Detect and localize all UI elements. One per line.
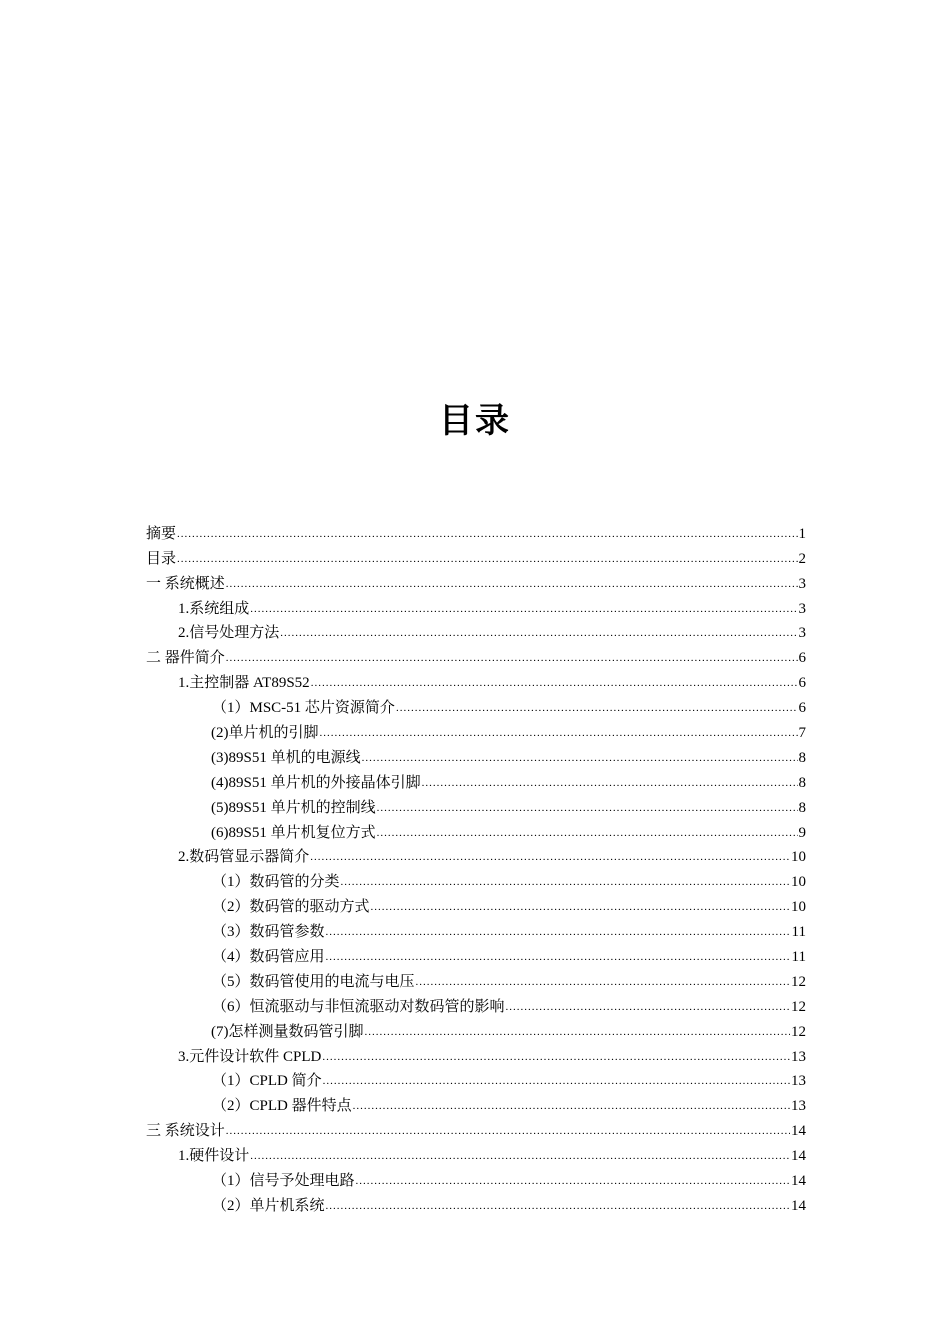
toc-dot-leader — [322, 1050, 790, 1064]
toc-dot-leader — [365, 1025, 791, 1039]
toc-entry[interactable] — [146, 618, 806, 643]
toc-entry[interactable] — [146, 742, 806, 767]
toc-page-number: 13 — [791, 1048, 806, 1065]
toc-entry-title: (6)89S51 单片机复位方式 — [211, 824, 376, 841]
toc-entry[interactable] — [146, 642, 806, 667]
toc-page-number: 6 — [798, 650, 806, 667]
page-title: 目录 — [439, 401, 511, 441]
toc-dot-leader — [226, 651, 798, 665]
toc-entry[interactable] — [146, 1165, 806, 1190]
toc-entry-title: （1）信号予处理电路 — [212, 1173, 355, 1190]
toc-entry[interactable] — [146, 1140, 806, 1165]
toc-page-number: 12 — [791, 1023, 806, 1040]
toc-dot-leader — [416, 975, 790, 989]
toc-dot-leader — [323, 1074, 790, 1088]
toc-entry[interactable] — [146, 1041, 806, 1066]
toc-entry[interactable] — [146, 817, 806, 842]
toc-entry[interactable] — [146, 916, 806, 941]
toc-entry-title: 1.主控制器 AT89S52 — [178, 675, 310, 692]
toc-entry[interactable] — [146, 842, 806, 867]
toc-dot-leader — [377, 826, 798, 840]
toc-page-number: 8 — [798, 749, 806, 766]
toc-dot-leader — [226, 577, 798, 591]
toc-page-number: 8 — [798, 799, 806, 816]
toc-dot-leader — [177, 552, 797, 566]
toc-entry-title: 一 系统概述 — [146, 575, 225, 592]
toc-entry-title: (2)单片机的引脚 — [211, 725, 319, 742]
toc-entry-title: （2）单片机系统 — [212, 1197, 325, 1214]
toc-dot-leader — [250, 602, 797, 616]
toc-entry-title: （1）数码管的分类 — [212, 874, 340, 891]
toc-entry[interactable] — [146, 1016, 806, 1041]
toc-page-number: 3 — [798, 575, 806, 592]
toc-dot-leader — [311, 676, 798, 690]
toc-dot-leader — [310, 850, 790, 864]
toc-entry[interactable] — [146, 966, 806, 991]
toc-page-number: 3 — [798, 600, 806, 617]
toc-entry[interactable] — [146, 1115, 806, 1140]
toc-entry-title: （3）数码管参数 — [212, 924, 325, 941]
toc-entry-title: （2）数码管的驱动方式 — [212, 899, 370, 916]
toc-entry[interactable] — [146, 941, 806, 966]
toc-dot-leader — [280, 626, 797, 640]
toc-entry[interactable] — [146, 1090, 806, 1115]
toc-entry-title: 三 系统设计 — [146, 1123, 225, 1140]
toc-entry-title: (5)89S51 单片机的控制线 — [211, 799, 376, 816]
toc-page-number: 2 — [798, 550, 806, 567]
toc-dot-leader — [226, 1124, 790, 1138]
toc-page-number: 6 — [798, 675, 806, 692]
toc-dot-leader — [422, 776, 798, 790]
toc-page-number: 12 — [791, 998, 806, 1015]
toc-page-number: 12 — [791, 973, 806, 990]
toc-dot-leader — [371, 900, 790, 914]
toc-dot-leader — [326, 950, 791, 964]
toc-page-number: 6 — [798, 700, 806, 717]
toc-dot-leader — [506, 1000, 790, 1014]
toc-entry[interactable] — [146, 692, 806, 717]
toc-page-number: 10 — [791, 899, 806, 916]
toc-page-number: 7 — [798, 725, 806, 742]
toc-dot-leader — [177, 527, 797, 541]
table-of-contents — [146, 518, 806, 1215]
toc-dot-leader — [250, 1149, 790, 1163]
toc-page-number: 3 — [798, 625, 806, 642]
toc-entry[interactable] — [146, 792, 806, 817]
toc-entry-title: 2.信号处理方法 — [178, 625, 280, 642]
toc-entry-title: (4)89S51 单片机的外接晶体引脚 — [211, 774, 421, 791]
toc-entry[interactable] — [146, 1066, 806, 1091]
toc-entry[interactable] — [146, 593, 806, 618]
toc-page-number: 14 — [791, 1197, 806, 1214]
toc-dot-leader — [326, 1199, 790, 1213]
toc-page-number: 11 — [791, 924, 806, 941]
toc-dot-leader — [396, 701, 798, 715]
toc-dot-leader — [377, 801, 798, 815]
toc-dot-leader — [356, 1174, 790, 1188]
toc-entry[interactable] — [146, 543, 806, 568]
toc-entry-title: 摘要 — [146, 525, 177, 542]
toc-page-number: 10 — [791, 874, 806, 891]
toc-entry[interactable] — [146, 717, 806, 742]
toc-entry[interactable] — [146, 518, 806, 543]
toc-entry[interactable] — [146, 568, 806, 593]
toc-entry-title: 2.数码管显示器简介 — [178, 849, 310, 866]
toc-dot-leader — [341, 875, 790, 889]
toc-dot-leader — [326, 925, 791, 939]
toc-entry[interactable] — [146, 991, 806, 1016]
toc-page-number: 13 — [791, 1073, 806, 1090]
toc-page-number: 13 — [791, 1098, 806, 1115]
toc-page-number: 1 — [798, 525, 806, 542]
toc-entry-title: （1）MSC-51 芯片资源简介 — [212, 700, 395, 717]
toc-entry-title: 目录 — [146, 550, 177, 567]
toc-entry[interactable] — [146, 1190, 806, 1215]
toc-entry-title: （5）数码管使用的电流与电压 — [212, 973, 415, 990]
toc-page-number: 10 — [791, 849, 806, 866]
toc-entry-title: （4）数码管应用 — [212, 949, 325, 966]
toc-entry-title: (7)怎样测量数码管引脚 — [211, 1023, 364, 1040]
toc-dot-leader — [320, 726, 798, 740]
toc-entry[interactable] — [146, 891, 806, 916]
toc-entry-title: （6）恒流驱动与非恒流驱动对数码管的影响 — [212, 998, 505, 1015]
toc-dot-leader — [362, 751, 798, 765]
toc-page-number: 11 — [791, 949, 806, 966]
toc-entry[interactable] — [146, 767, 806, 792]
toc-entry[interactable] — [146, 667, 806, 692]
toc-dot-leader — [353, 1099, 790, 1113]
toc-page-number: 14 — [791, 1123, 806, 1140]
toc-entry-title: （1）CPLD 简介 — [212, 1073, 322, 1090]
toc-entry[interactable] — [146, 866, 806, 891]
toc-entry-title: (3)89S51 单机的电源线 — [211, 749, 361, 766]
toc-entry-title: 1.硬件设计 — [178, 1148, 250, 1165]
toc-page-number: 14 — [791, 1148, 806, 1165]
toc-page-number: 9 — [798, 824, 806, 841]
toc-entry-title: 3.元件设计软件 CPLD — [178, 1048, 322, 1065]
toc-entry-title: （2）CPLD 器件特点 — [212, 1098, 352, 1115]
toc-page-number: 14 — [791, 1173, 806, 1190]
toc-entry-title: 1.系统组成 — [178, 600, 250, 617]
toc-entry-title: 二 器件简介 — [146, 650, 225, 667]
toc-page-number: 8 — [798, 774, 806, 791]
